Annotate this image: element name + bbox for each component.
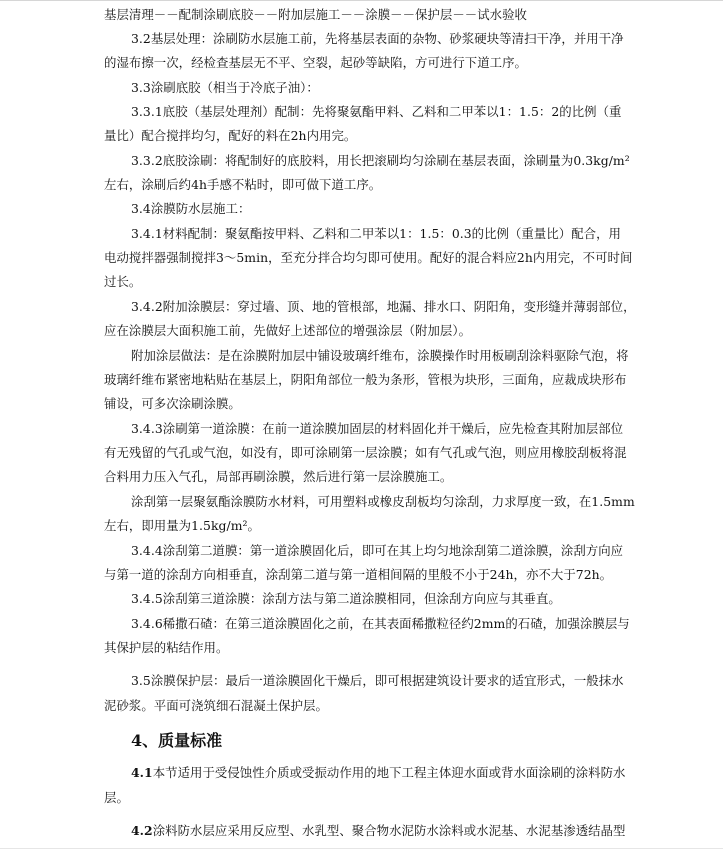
clause-text: 本节适用于受侵蚀性介质或受振动作用的地下工程主体迎水面或背水面涂刷的涂料防水 xyxy=(152,765,626,780)
paragraph-line: 3.3涂刷底胶（相当于冷底子油）： xyxy=(131,80,319,95)
paragraph-line: 3.4.5涂刮第三道涂膜：涂刮方法与第二道涂膜相同，但涂刮方向应与其垂直。 xyxy=(131,591,561,606)
paragraph-line: 泥砂浆。平面可浇筑细石混凝土保护层。 xyxy=(104,698,328,713)
paragraph-line: 的湿布擦一次，经检查基层无不平、空裂，起砂等缺陷，方可进行下道工序。 xyxy=(104,55,527,70)
paragraph-line: 涂刮第一层聚氨酯涂膜防水材料，可用塑料或橡皮刮板均匀涂刮，力求厚度一致，在1.5mm xyxy=(131,494,635,509)
paragraph-line: 3.2基层处理：涂刷防水层施工前，先将基层表面的杂物、砂浆硬块等清扫干净，并用干净 xyxy=(131,31,624,46)
page-bottom-border xyxy=(0,848,723,849)
paragraph-line: 附加涂层做法：是在涂膜附加层中铺设玻璃纤维布，涂膜操作时用板刷刮涂料驱除气泡，将 xyxy=(131,348,629,363)
paragraph-line: 合料用力压入气孔，局部再刷涂膜，然后进行第一层涂膜施工。 xyxy=(104,469,453,484)
paragraph-line: 其保护层的粘结作用。 xyxy=(104,640,229,655)
paragraph-line: 电动搅拌器强制搅拌3～5min，至充分拌合均匀即可使用。配好的混合料应2h内用完，不可时间 xyxy=(104,250,633,265)
paragraph-line: 量比）配合搅拌均匀，配好的料在2h内用完。 xyxy=(104,128,357,143)
quality-paragraph-4-1 xyxy=(131,765,625,781)
paragraph-line: 层。 xyxy=(104,790,129,805)
paragraph-line: 应在涂膜层大面积施工前，先做好上述部位的增强涂层（附加层）。 xyxy=(104,323,472,338)
paragraph-line: 3.4.2附加涂膜层：穿过墙、顶、地的管根部，地漏、排水口、阴阳角，变形缝并薄弱部位， xyxy=(131,299,636,314)
paragraph-line: 3.5涂膜保护层：最后一道涂膜固化干燥后，即可根据建筑设计要求的适宜形式，一般抹水 xyxy=(131,673,624,688)
paragraph-line: 左右，即用量为1.5kg/m²。 xyxy=(104,518,260,533)
clause-text: 涂料防水层应采用反应型、水乳型、聚合物水泥防水涂料或水泥基、水泥基渗透结晶型 xyxy=(152,823,626,838)
paragraph-line: 与第一道的涂刮方向相垂直，涂刮第二道与第一道相间隔的里般不小于24h，亦不大于72h。 xyxy=(104,567,613,582)
page-top-border xyxy=(0,0,723,1)
paragraph-line: 铺设，可多次涂刷涂膜。 xyxy=(104,396,241,411)
paragraph-line: 3.4.1材料配制：聚氨酯按甲料、乙料和二甲苯以1：1.5：0.3的比例（重量比）配合，用 xyxy=(131,226,621,241)
clause-number: 4.2 xyxy=(131,823,153,838)
clause-number: 4.1 xyxy=(131,765,153,780)
paragraph-line: 3.4.3涂刷第一道涂膜：在前一道涂膜加固层的材料固化并干燥后，应先检查其附加层部位 xyxy=(131,421,624,436)
process-flow-line: 基层清理－－配制涂刷底胶－－附加层施工－－涂膜－－保护层－－试水验收 xyxy=(104,7,527,22)
paragraph-line: 过长。 xyxy=(104,274,142,289)
paragraph-line: 3.4.4涂刮第二道膜：第一道涂膜固化后，即可在其上均匀地涂刮第二道涂膜，涂刮方向应 xyxy=(131,543,624,558)
paragraph-line: 玻璃纤维布紧密地粘贴在基层上，阴阳角部位一般为条形，管根为块形，三面角，应裁成块形布 xyxy=(104,372,627,387)
paragraph-line: 3.3.1底胶（基层处理剂）配制：先将聚氨酯甲料、乙料和二甲苯以1：1.5：2的比例（重 xyxy=(131,104,622,119)
paragraph-line: 左右，涂刷后约4h手感不粘时，即可做下道工序。 xyxy=(104,177,382,192)
section-heading: 4、质量标准 xyxy=(131,731,223,750)
paragraph-line: 3.4.6稀撒石碴：在第三道涂膜固化之前，在其表面稀撒粒径约2mm的石碴，加强涂膜层与 xyxy=(131,616,630,631)
paragraph-line: 有无残留的气孔或气泡，如没有，即可涂刷第一层涂膜；如有气孔或气泡，则应用橡胶刮板将混 xyxy=(104,445,627,460)
paragraph-line: 3.4涂膜防水层施工： xyxy=(131,201,251,216)
paragraph-line: 3.3.2底胶涂刷：将配制好的底胶料，用长把滚刷均匀涂刷在基层表面，涂刷量为0.3kg/m² xyxy=(131,153,630,168)
quality-paragraph-4-2 xyxy=(131,823,625,839)
